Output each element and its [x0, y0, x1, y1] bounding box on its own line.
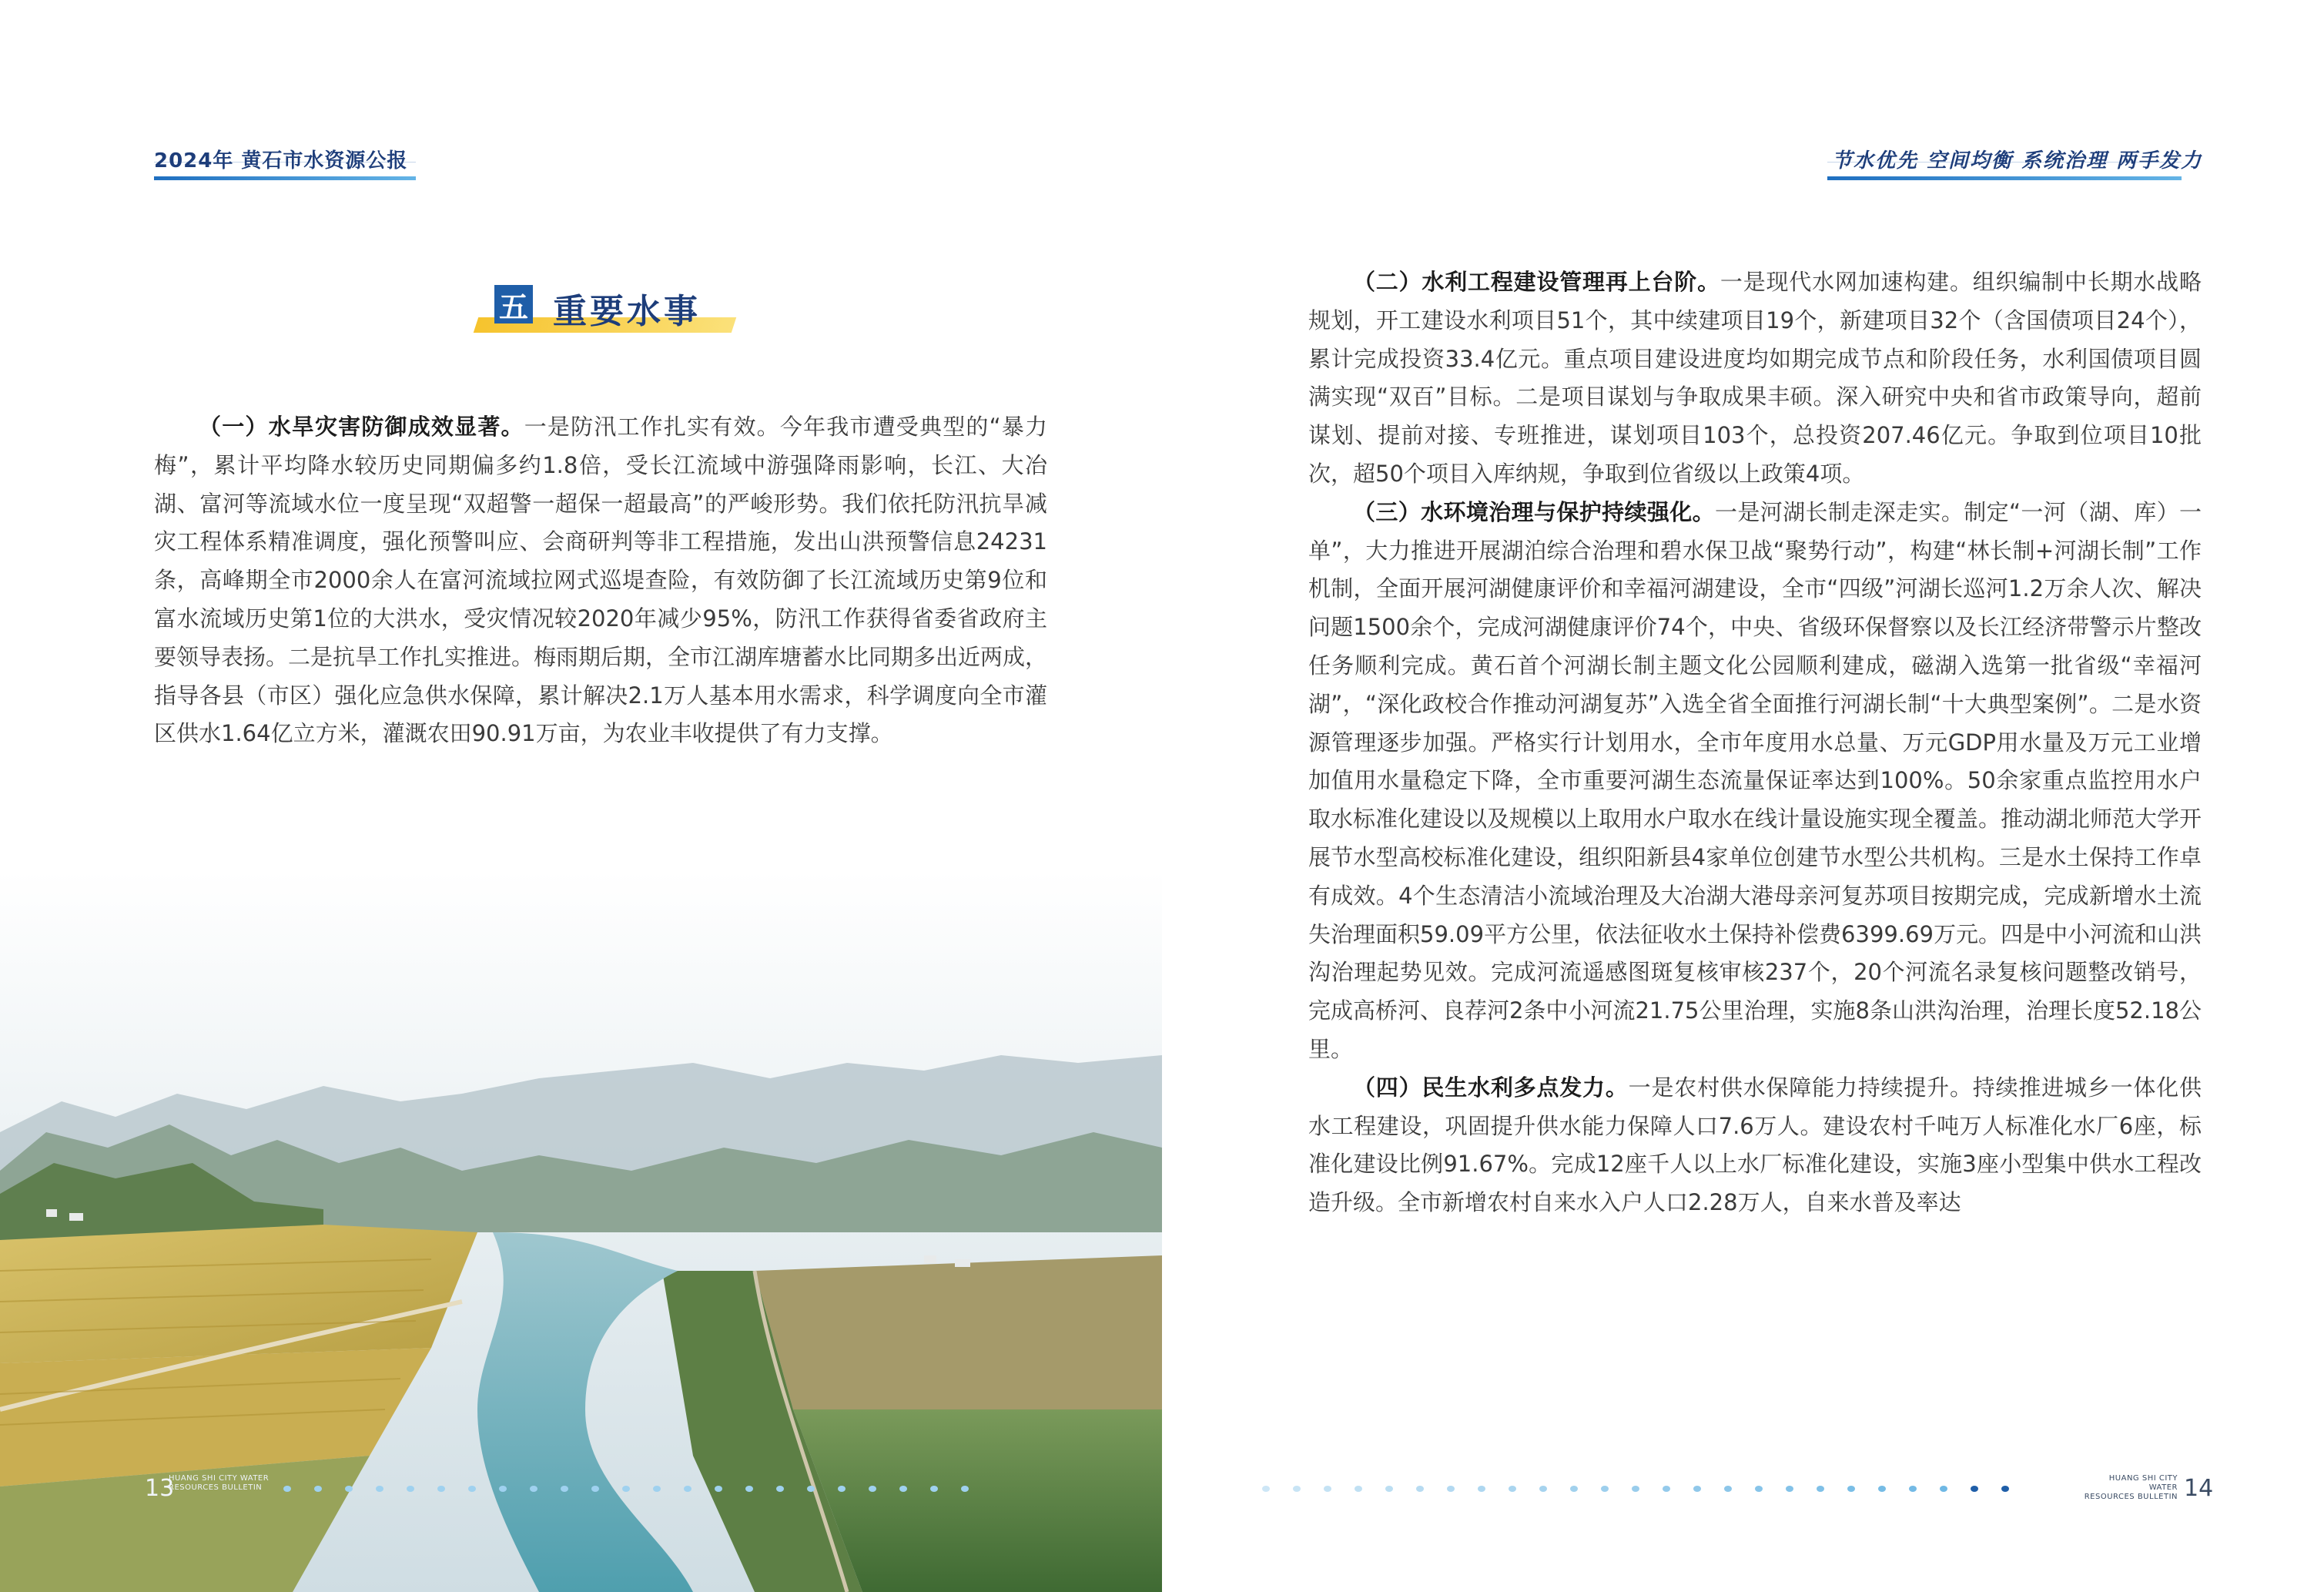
bulletin-title: 2024年 黄石市水资源公报 — [154, 149, 408, 173]
page-number-right: 14 — [2184, 1475, 2214, 1502]
paragraph-environment — [1308, 494, 2202, 1069]
dot-divider — [1262, 1485, 2032, 1493]
right-page — [1162, 0, 2324, 1592]
paragraph-flood-drought — [154, 408, 1047, 753]
slogan: 节水优先 空间均衡 系统治理 两手发力 — [1832, 149, 2203, 173]
paragraph-lead: （四）民生水利多点发力。 — [1353, 1074, 1629, 1101]
paragraph-lead: （三）水环境治理与保护持续强化。 — [1353, 498, 1716, 525]
section-title: 重要水事 — [553, 292, 701, 331]
publication-name-left: HUANG SHI CITY WATER RESOURCES BULLETIN — [169, 1474, 270, 1492]
section-heading — [470, 277, 739, 339]
section-number: 五 — [494, 285, 533, 323]
paragraph-lead: （二）水利工程建设管理再上台阶。 — [1353, 269, 1720, 295]
paragraph-engineering — [1308, 263, 2202, 494]
paragraph-body: 一是现代水网加速构建。组织编制中长期水战略规划，开工建设水利项目51个，其中续建项目19个，新建项目32个（含国债项目24个），累计完成投资33.4亿元。重点项目建设进度均如期完成节点和阶段任务，水利国债项目圆满实现“双百”目标。二是项目谋划与争取成果丰硕。深入研究中央和省市政策导向，超前谋划、提前对接、专班推进，谋划项目103个，总投资207.46亿元。争取到位项目10批次，超50个项目入库纳规，争取到位省级以上政策4项。 — [1308, 269, 2202, 487]
publication-name-right: HUANG SHI CITY WATER RESOURCES BULLETIN — [2084, 1474, 2178, 1501]
paragraph-livelihood — [1308, 1069, 2202, 1222]
page-number-left: 13 — [145, 1475, 175, 1502]
paragraph-body: 一是防汛工作扎实有效。今年我市遭受典型的“暴力梅”，累计平均降水较历史同期偏多约1.8倍，受长江流域中游强降雨影响，长江、大冶湖、富河等流域水位一度呈现“双超警一超保一超最高”的严峻形势。我们依托防汛抗旱减灾工程体系精准调度，强化预警叫应、会商研判等非工程措施，发出山洪预警信息24231条，高峰期全市2000余人在富河流域拉网式巡堤查险，有效防御了长江流域历史第9位和富水流域历史第1位的大洪水，受灾情况较2020年减少95%，防汛工作获得省委省政府主要领导表扬。二是抗旱工作扎实推进。梅雨期后期，全市江湖库塘蓄水比同期多出近两成，指导各县（市区）强化应急供水保障，累计解决2.1万人基本用水需求，科学调度向全市灌区供水1.64亿立方米，灌溉农田90.91万亩，为农业丰收提供了有力支撑。 — [154, 414, 1048, 747]
right-text-column — [1308, 263, 2202, 1222]
paragraph-lead: （一）水旱灾害防御成效显著。 — [199, 414, 524, 440]
paragraph-body: 一是河湖长制走深走实。制定“一河（湖、库）一单”，大力推进开展湖泊综合治理和碧水保卫战“聚势行动”，构建“林长制+河湖长制”工作机制，全面开展河湖健康评价和幸福河湖建设，全市“四级”河湖长巡河1.2万余人次、解决问题1500余个，完成河湖健康评价74个，中央、省级环保督察以及长江经济带警示片整改任务顺利完成。黄石首个河湖长制主题文化公园顺利建成，磁湖入选第一批省级“幸福河湖”，“深化政校合作推动河湖复苏”入选全省全面推行河湖长制“十大典型案例”。二是水资源管理逐步加强。严格实行计划用水，全市年度用水总量、万元GDP用水量及万元工业增加值用水量稳定下降，全市重要河湖生态流量保证率达到100%。50余家重点监控用水户取水标准化建设以及规模以上取用水户取水在线计量设施实现全覆盖。推动湖北师范大学开展节水型高校标准化建设，组织阳新县4家单位创建节水型公共机构。三是水土保持工作卓有成效。4个生态清洁小流域治理及大冶湖大港母亲河复苏项目按期完成，完成新增水土流失治理面积59.09平方公里，依法征收水土保持补偿费6399.69万元。四是中小河流和山洪沟治理起势见效。完成河流遥感图斑复核审核237个，20个河流名录复核问题整改销号，完成高桥河、良荐河2条中小河流21.75公里治理，实施8条山洪沟治理，治理长度52.18公里。 — [1308, 498, 2202, 1062]
header-rule — [154, 176, 416, 180]
header-rule — [1827, 176, 2182, 180]
dot-divider — [283, 1485, 976, 1493]
paragraph-body: 一是农村供水保障能力持续提升。持续推进城乡一体化供水工程建设，巩固提升供水能力保障人口7.6万人。建设农村千吨万人标准化水厂6座，标准化建设比例91.67%。完成12座千人以上水厂标准化建设，实施3座小型集中供水工程改造升级。全市新增农村自来水入户人口2.28万人，自来水普及率达 — [1308, 1074, 2202, 1216]
